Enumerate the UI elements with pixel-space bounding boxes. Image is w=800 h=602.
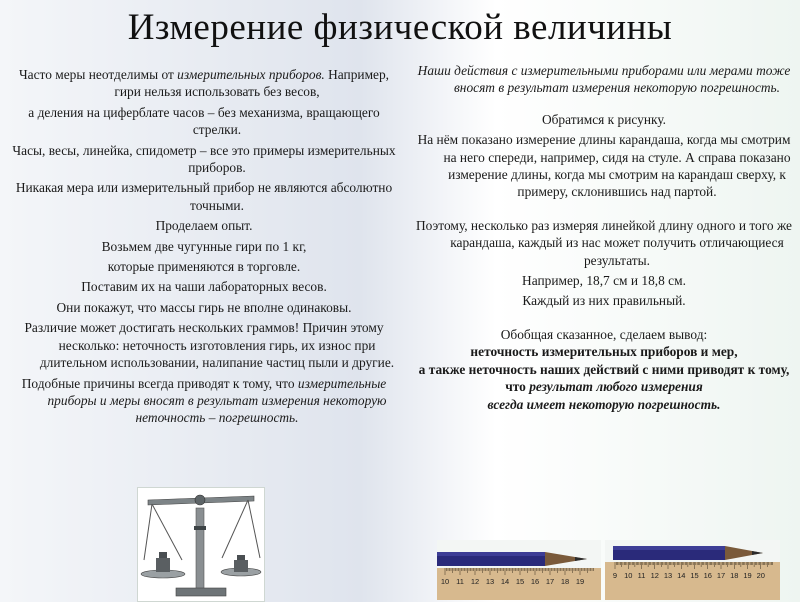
ruler-number: 19 bbox=[575, 577, 585, 586]
paragraph-difference: Различие может достигать нескольких граммов! Причин этому несколько: неточность изготовления гирь, их износ при длительном использовании, налипание частиц пыли и другие. bbox=[24, 320, 395, 371]
ruler-number: 13 bbox=[663, 571, 673, 580]
balance-scale-icon bbox=[137, 487, 265, 602]
ruler-number: 11 bbox=[637, 571, 646, 580]
ruler-number: 14 bbox=[677, 571, 686, 580]
left-column bbox=[8, 66, 400, 427]
paragraph-clock: а деления на циферблате часов – без механизма, вращающего стрелки. bbox=[28, 104, 380, 138]
ruler-number: 16 bbox=[703, 571, 712, 580]
ruler-number: 11 bbox=[456, 577, 464, 586]
emphasis-text: всегда имеет некоторую погрешность. bbox=[487, 396, 721, 412]
ruler-number: 18 bbox=[730, 571, 739, 580]
paragraph-weights: Возьмем две чугунные гири по 1 кг, bbox=[101, 238, 307, 254]
ruler-number: 12 bbox=[470, 577, 480, 586]
ruler-number: 17 bbox=[716, 571, 726, 580]
ruler-number: 15 bbox=[515, 577, 525, 586]
ruler-right bbox=[605, 562, 780, 600]
paragraph-trade: которые применяются в торговле. bbox=[107, 259, 301, 275]
conclusion-line-3 bbox=[412, 378, 796, 395]
ruler-number: 10 bbox=[624, 571, 633, 580]
ruler-number: 13 bbox=[485, 577, 495, 586]
ruler-number: 18 bbox=[560, 577, 570, 586]
paragraph-examples: Часы, весы, линейка, спидометр – все это примеры измерительных приборов. bbox=[12, 142, 396, 176]
ruler-number: 17 bbox=[545, 577, 555, 586]
paragraph-example-values: Например, 18,7 см и 18,8 см. bbox=[522, 273, 686, 289]
paragraph-precision: Никакая мера или измерительный прибор не являются абсолютно точными. bbox=[15, 180, 393, 213]
text-span: Например, гири нельзя использовать без весов, bbox=[114, 67, 390, 100]
text-span: что bbox=[505, 379, 530, 395]
emphasis-text: результат любого измерения bbox=[529, 379, 703, 395]
conclusion-line-2: а также неточность наших действий с ними приводят к тому, bbox=[418, 361, 790, 377]
paragraph-conclusion bbox=[8, 375, 400, 427]
paragraph-both-correct: Каждый из них правильный. bbox=[522, 293, 686, 309]
page-title: Измерение физической величины bbox=[127, 7, 673, 48]
paragraph-summary: Обобщая сказанное, сделаем вывод: bbox=[500, 326, 708, 342]
emphasis-text: Наши действия с измерительными приборами или мерами тоже вносят в результат измерения некоторую погрешность. bbox=[417, 63, 791, 96]
ruler-number: 16 bbox=[530, 577, 540, 586]
paragraph-experiment: Проделаем опыт. bbox=[155, 218, 253, 234]
ruler-number: 20 bbox=[756, 571, 765, 580]
ruler-number: 12 bbox=[650, 571, 659, 580]
right-column bbox=[412, 62, 796, 413]
text-span: Часто меры неотделимы от bbox=[18, 67, 178, 82]
ruler-number: 15 bbox=[690, 571, 699, 580]
emphasis-text: измерительных приборов. bbox=[177, 67, 325, 82]
ruler-number: 9 bbox=[612, 571, 618, 580]
ruler-number: 19 bbox=[743, 571, 752, 580]
paragraph-scales: Поставим их на чаши лабораторных весов. bbox=[81, 279, 327, 295]
paragraph-instruments bbox=[8, 66, 400, 101]
ruler-number: 10 bbox=[440, 577, 450, 586]
conclusion-line-4 bbox=[412, 396, 796, 413]
paragraph-masses: Они покажут, что массы гирь не вполне одинаковы. bbox=[56, 299, 352, 315]
conclusion-line-1: неточность измерительных приборов и мер, bbox=[470, 344, 738, 360]
paragraph-figure-ref: Обратимся к рисунку. bbox=[541, 111, 667, 127]
ruler-number: 14 bbox=[500, 577, 510, 586]
paragraph-actions bbox=[412, 62, 796, 97]
pencil-ruler-front-figure bbox=[437, 540, 601, 600]
paragraph-repeated: Поэтому, несколько раз измеряя линейкой длину одного и того же карандаша, каждый из нас может получить отличающиеся результаты. bbox=[416, 217, 792, 268]
emphasis-text: измерительные приборы и меры вносят в результат измерения некоторую неточность – погрешность. bbox=[47, 375, 387, 426]
text-span: Подобные причины всегда приводят к тому, что bbox=[21, 375, 298, 391]
paragraph-pencil-measure: На нём показано измерение длины карандаша, когда мы смотрим на него спереди, например, сидя на стуле. А справа показано измерение длины, когда мы смотрим на карандаш сверху, к примеру, склонившись над партой. bbox=[417, 132, 791, 200]
pencil-ruler-top-figure bbox=[605, 540, 780, 600]
